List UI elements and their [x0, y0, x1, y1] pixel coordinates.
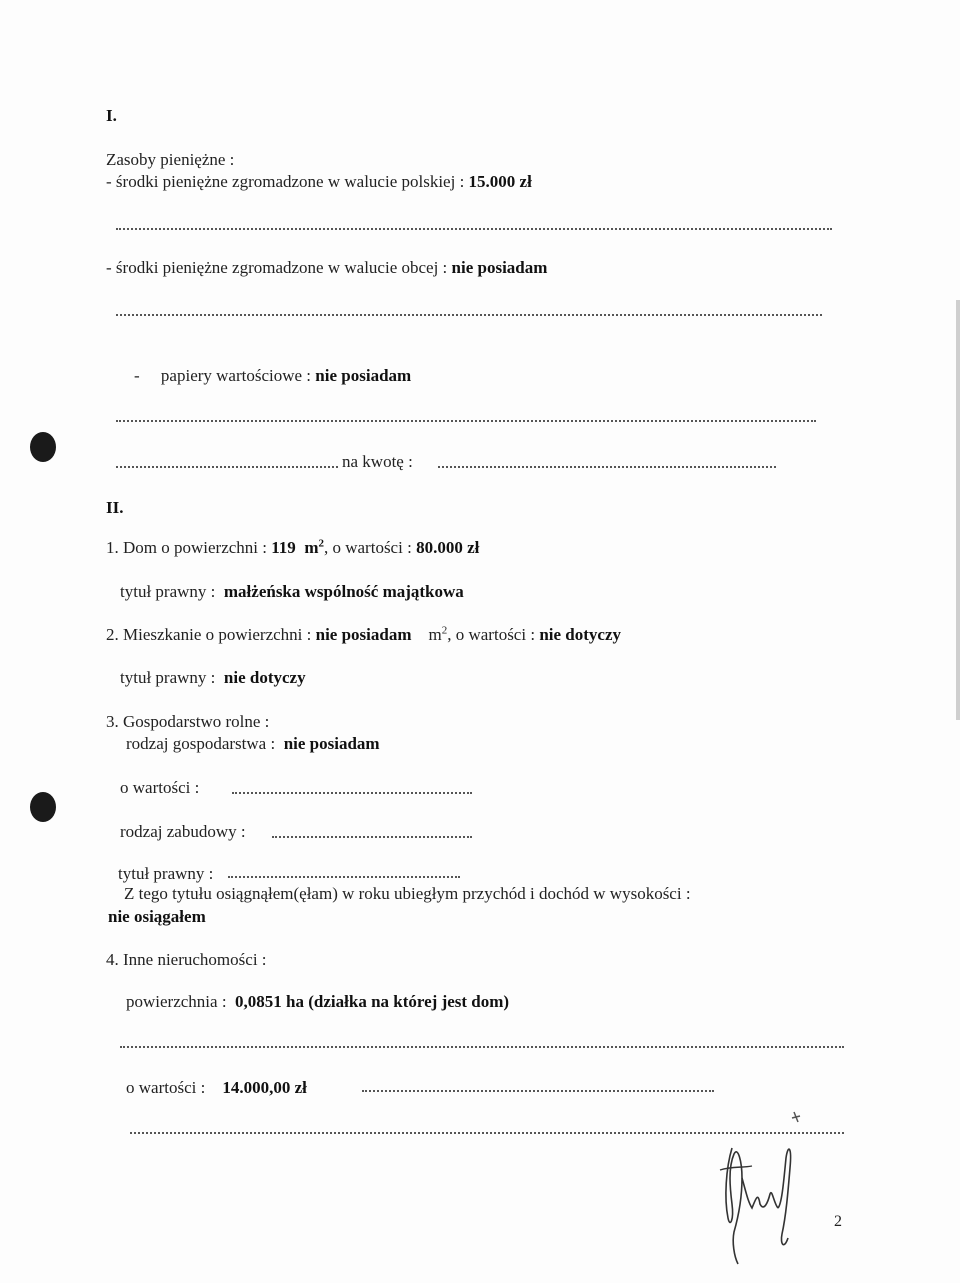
pln-line: [106, 172, 532, 192]
farm-type-value: nie posiadam: [283, 734, 380, 753]
area-value: 0,0851 ha (działka na której jest dom): [235, 992, 510, 1011]
foreign-value: nie posiadam: [451, 258, 548, 277]
flat-value: nie dotyczy: [539, 625, 621, 644]
house-value: 80.000 zł: [416, 538, 480, 557]
dotted-line: [120, 1046, 844, 1048]
house-area: 119: [271, 538, 296, 557]
securities-line: [134, 366, 411, 386]
other-value-line: [126, 1078, 307, 1098]
farm-value-label: o wartości :: [120, 778, 200, 797]
house-title-value: małżeńska wspólność majątkowa: [223, 582, 464, 601]
intro-text: Zasoby pieniężne :: [106, 150, 235, 169]
securities-value: nie posiadam: [315, 366, 412, 385]
page-edge-shadow: [956, 300, 960, 720]
dotted-line: [232, 792, 472, 794]
income-sentence: Z tego tytułu osiągnąłem(ęłam) w roku ubiegłym przychód i dochód w wysokości :: [124, 884, 691, 903]
other-value: 14.000,00 zł: [222, 1078, 307, 1097]
page-number: 2: [834, 1213, 842, 1230]
foreign-line: [106, 258, 547, 278]
dotted-line: [362, 1090, 714, 1092]
unit-m: m: [304, 538, 319, 557]
other-property-label: 4. Inne nieruchomości :: [106, 950, 267, 969]
dotted-line: [272, 836, 472, 838]
securities-dash: -: [134, 366, 140, 385]
unit-superscript: 2: [318, 537, 324, 550]
farm-buildings-label: rodzaj zabudowy :: [120, 822, 246, 841]
title-label: tytuł prawny :: [120, 668, 216, 687]
area-label: powierzchnia :: [126, 992, 227, 1011]
farm-type-line: [126, 734, 380, 754]
section-heading-2: II.: [106, 498, 124, 517]
punch-hole: [30, 792, 56, 822]
securities-label: papiery wartościowe :: [160, 366, 312, 385]
dotted-line: [438, 466, 776, 468]
farm-label: 3. Gospodarstwo rolne :: [106, 712, 270, 731]
section-heading-1: I.: [106, 106, 117, 125]
flat-title-value: nie dotyczy: [223, 668, 306, 687]
other-value-label: o wartości :: [126, 1078, 206, 1097]
dotted-line: [116, 228, 832, 230]
dotted-line: [228, 876, 460, 878]
flat-area: nie posiadam: [315, 625, 412, 644]
farm-title-label: tytuł prawny :: [118, 864, 214, 883]
house-label: 1. Dom o powierzchni :: [106, 538, 267, 557]
title-label: tytuł prawny :: [120, 582, 216, 601]
unit-superscript: 2: [441, 624, 448, 637]
income-value: nie osiągałem: [108, 907, 206, 926]
handwritten-signature: [712, 1108, 822, 1268]
dotted-line: [116, 466, 338, 468]
flat-line: [106, 625, 621, 645]
flat-title-line: [120, 668, 306, 688]
dotted-line: [116, 420, 816, 422]
flat-value-label: , o wartości :: [447, 625, 536, 644]
flat-label: 2. Mieszkanie o powierzchni :: [106, 625, 312, 644]
house-value-label: , o wartości :: [323, 538, 412, 557]
punch-hole: [30, 432, 56, 462]
amount-label: na kwotę :: [342, 452, 413, 471]
dotted-line: [116, 314, 822, 316]
unit-m: m: [428, 625, 442, 644]
house-title-line: [120, 582, 464, 602]
foreign-label: - środki pieniężne zgromadzone w walucie obcej :: [106, 258, 448, 277]
pln-label: - środki pieniężne zgromadzone w walucie polskiej :: [106, 172, 465, 191]
farm-type-label: rodzaj gospodarstwa :: [126, 734, 276, 753]
area-line: [126, 992, 509, 1012]
house-line: [106, 538, 479, 558]
pln-value: 15.000 zł: [468, 172, 532, 191]
